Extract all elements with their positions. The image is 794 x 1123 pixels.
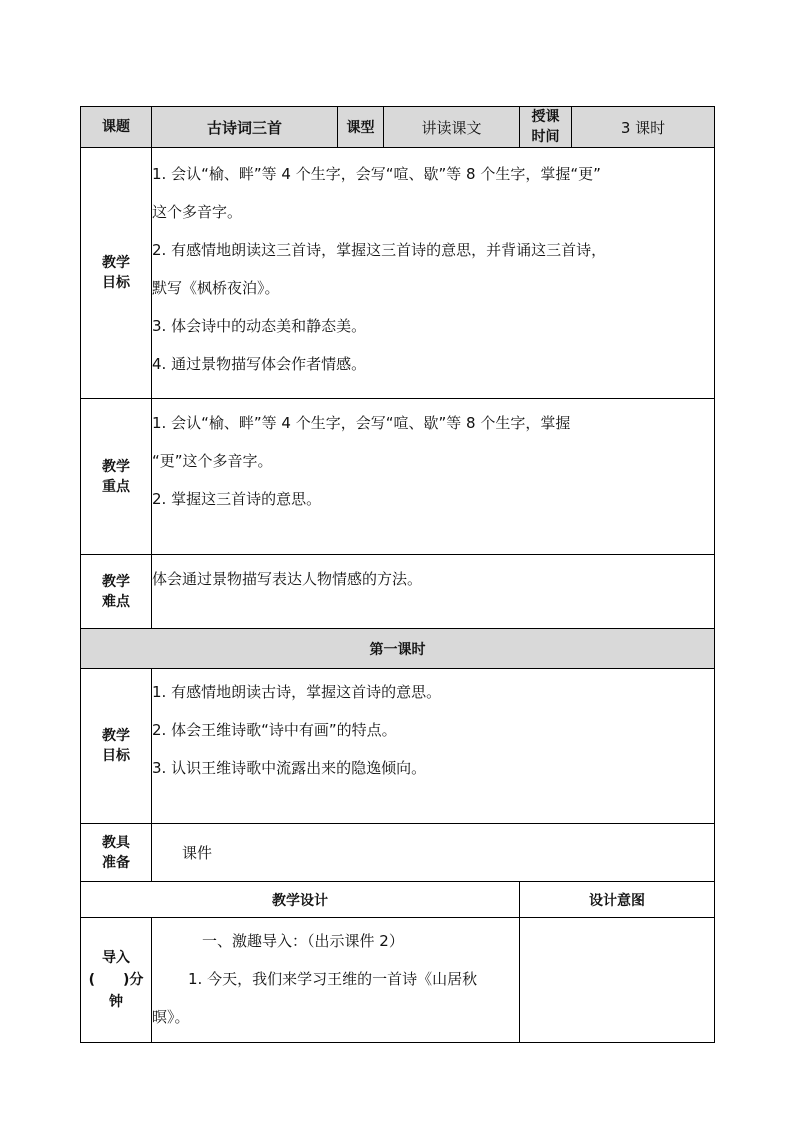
key-points-row <box>81 399 715 555</box>
design-header-row <box>81 882 715 918</box>
intro-line: 1. 今天，我们来学习王维的一首诗《山居秋 <box>188 970 478 988</box>
goals-line: 2. 有感情地朗读这三首诗，掌握这三首诗的意思，并背诵这三首诗， <box>152 241 607 259</box>
materials-value: 课件 <box>152 824 715 882</box>
intro-label: 导入 ( )分 钟 <box>81 918 152 1043</box>
goals-row <box>81 148 715 399</box>
key-points-content <box>152 399 715 555</box>
goals-content <box>152 148 715 399</box>
period-title: 第一课时 <box>81 629 715 669</box>
intro-content <box>152 918 520 1043</box>
period-goals-line: 3. 认识王维诗歌中流露出来的隐逸倾向。 <box>152 759 427 777</box>
goals-line: 默写《枫桥夜泊》。 <box>152 279 280 297</box>
period-goals-line: 1. 有感情地朗读古诗，掌握这首诗的意思。 <box>152 683 442 701</box>
materials-row <box>81 824 715 882</box>
materials-label: 教具 准备 <box>81 824 152 882</box>
intro-heading: 一、激趣导入：（出示课件 2） <box>202 932 404 950</box>
type-value: 讲读课文 <box>384 107 520 148</box>
period-goals-row <box>81 669 715 824</box>
time-label: 授课 时间 <box>520 107 572 148</box>
goals-line: 这个多音字。 <box>152 203 243 221</box>
key-points-line: 2. 掌握这三首诗的意思。 <box>152 490 322 508</box>
difficulties-label: 教学 难点 <box>81 555 152 629</box>
lesson-label: 课题 <box>81 107 152 148</box>
lesson-plan-table <box>80 106 715 1043</box>
design-header-right: 设计意图 <box>520 882 715 918</box>
period-goals-line: 2. 体会王维诗歌“诗中有画”的特点。 <box>152 721 397 739</box>
key-points-label: 教学 重点 <box>81 399 152 555</box>
lesson-value: 古诗词三首 <box>152 107 338 148</box>
design-header-left: 教学设计 <box>81 882 520 918</box>
intro-line: 暝》。 <box>152 1008 190 1026</box>
goals-label: 教学 目标 <box>81 148 152 399</box>
period-goals-content <box>152 669 715 824</box>
header-row <box>81 107 715 148</box>
type-label: 课型 <box>338 107 384 148</box>
period-title-row <box>81 629 715 669</box>
period-goals-label: 教学 目标 <box>81 669 152 824</box>
difficulties-content: 体会通过景物描写表达人物情感的方法。 <box>152 555 715 629</box>
goals-line: 4. 通过景物描写体会作者情感。 <box>152 355 367 373</box>
difficulties-row <box>81 555 715 629</box>
key-points-line: “更”这个多音字。 <box>152 452 273 470</box>
goals-line: 1. 会认“榆、畔”等 4 个生字，会写“喧、歇”等 8 个生字，掌握“更” <box>152 165 601 183</box>
time-value: 3 课时 <box>572 107 715 148</box>
key-points-line: 1. 会认“榆、畔”等 4 个生字，会写“喧、歇”等 8 个生字，掌握 <box>152 414 571 432</box>
goals-line: 3. 体会诗中的动态美和静态美。 <box>152 317 367 335</box>
intro-intent <box>520 918 715 1043</box>
intro-row <box>81 918 715 1043</box>
